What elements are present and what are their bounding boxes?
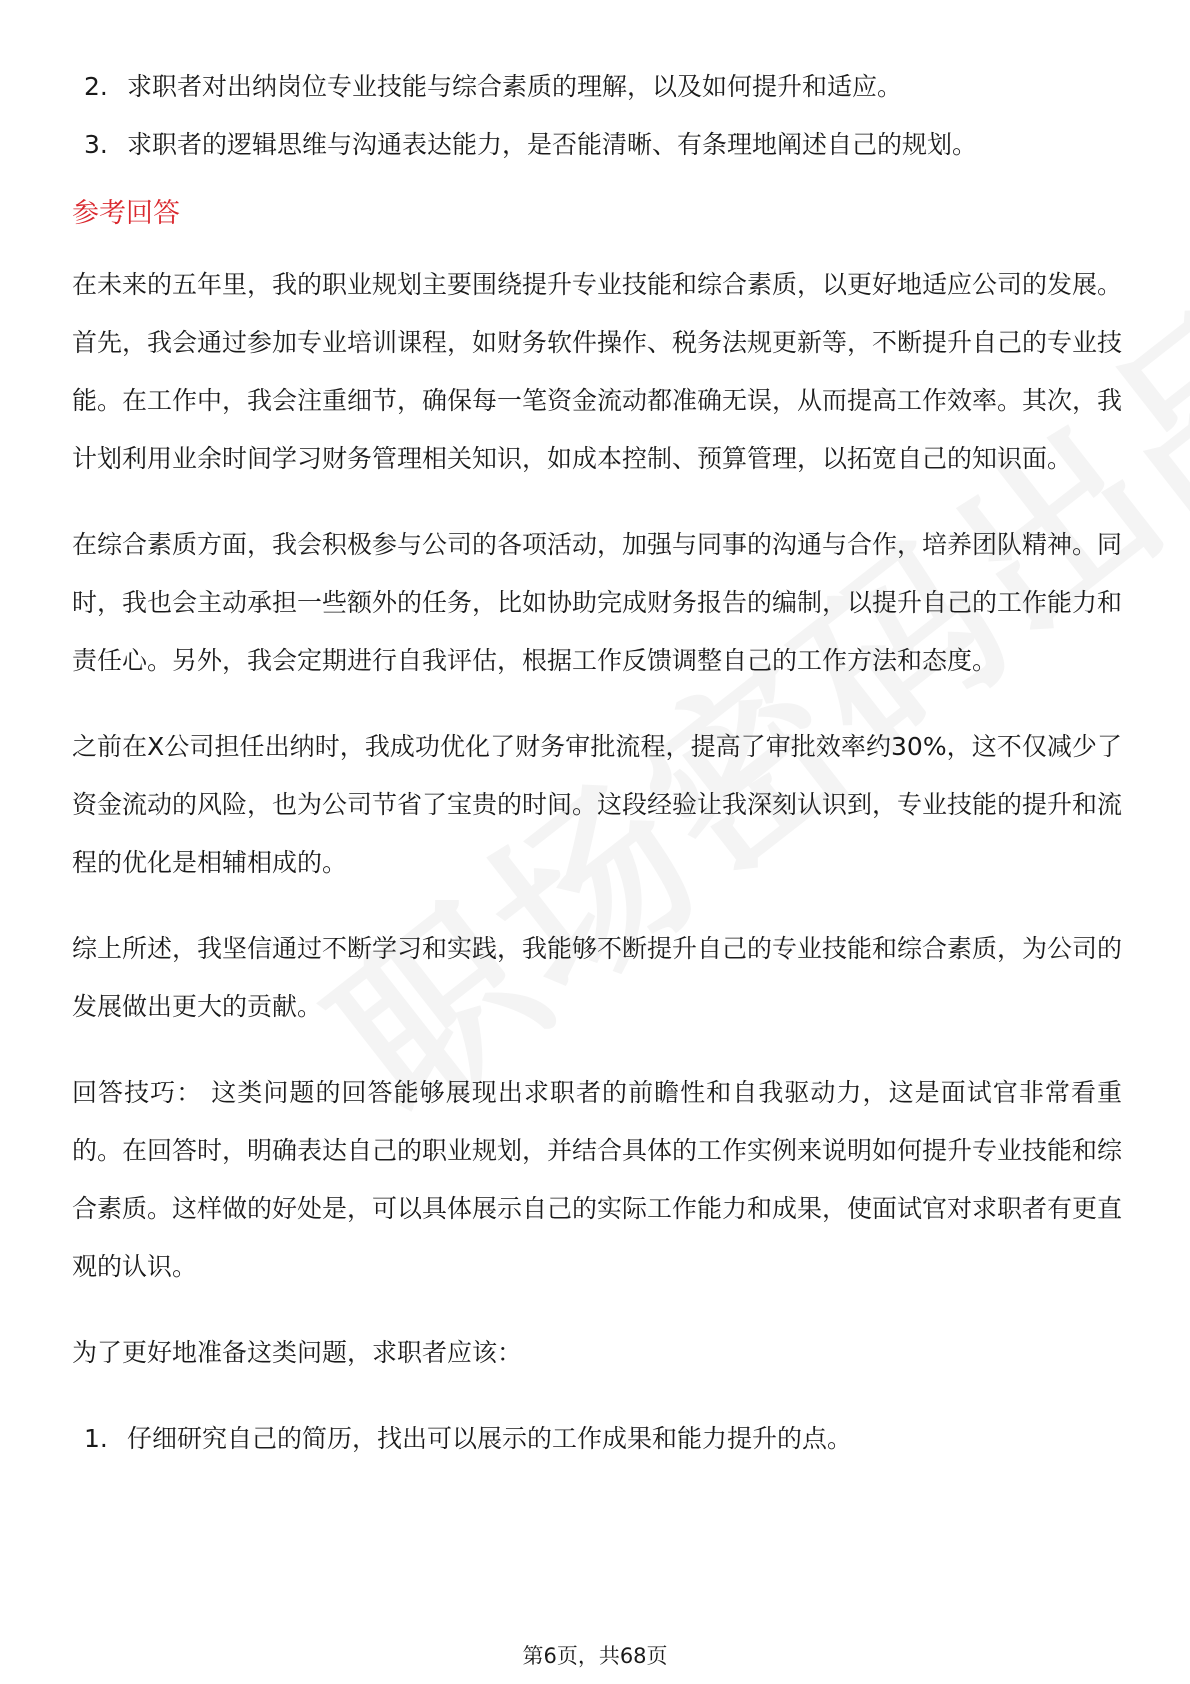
paragraph: 在综合素质方面，我会积极参与公司的各项活动，加强与同事的沟通与合作，培养团队精神。同时，我也会主动承担一些额外的任务，比如协助完成财务报告的编制，以提升自己的工作能力和责任心。另外，我会定期进行自我评估，根据工作反馈调整自己的工作方法和态度。 xyxy=(72,530,1123,675)
list-item-text: 求职者对出纳岗位专业技能与综合素质的理解，以及如何提升和适应。 xyxy=(127,72,903,101)
list-item xyxy=(72,1410,1122,1468)
list-item-text: 仔细研究自己的简历，找出可以展示的工作成果和能力提升的点。 xyxy=(127,1424,853,1453)
list-item xyxy=(72,116,1122,174)
paragraph: 综上所述，我坚信通过不断学习和实践，我能够不断提升自己的专业技能和综合素质，为公司的发展做出更大的贡献。 xyxy=(72,934,1123,1021)
list-item xyxy=(72,58,1122,116)
paragraph: 在未来的五年里，我的职业规划主要围绕提升专业技能和综合素质，以更好地适应公司的发展。首先，我会通过参加专业培训课程，如财务软件操作、税务法规更新等，不断提升自己的专业技能。在工作中，我会注重细节，确保每一笔资金流动都准确无误，从而提高工作效率。其次，我计划利用业余时间学习财务管理相关知识，如成本控制、预算管理，以拓宽自己的知识面。 xyxy=(72,270,1123,473)
list-item-text: 求职者的逻辑思维与沟通表达能力，是否能清晰、有条理地阐述自己的规划。 xyxy=(127,130,978,159)
section-title: 参考回答 xyxy=(72,198,180,229)
tips-list xyxy=(72,1410,1122,1468)
list-item-number: 2. xyxy=(84,72,108,101)
page-content xyxy=(72,58,1122,1468)
intro-points-list xyxy=(72,58,1122,174)
list-item-number: 3. xyxy=(84,130,108,159)
paragraph: 之前在X公司担任出纳时，我成功优化了财务审批流程，提高了审批效率约30%，这不仅减少了资金流动的风险，也为公司节省了宝贵的时间。这段经验让我深刻认识到，专业技能的提升和流程的优化是相辅相成的。 xyxy=(72,732,1123,877)
page-number-footer: 第6页，共68页 xyxy=(522,1644,668,1668)
paragraph: 为了更好地准备这类问题，求职者应该： xyxy=(72,1338,523,1367)
paragraph: 回答技巧： 这类问题的回答能够展现出求职者的前瞻性和自我驱动力，这是面试官非常看重的。在回答时，明确表达自己的职业规划，并结合具体的工作实例来说明如何提升专业技能和综合素质。这样做的好处是，可以具体展示自己的实际工作能力和成果，使面试官对求职者有更直观的认识。 xyxy=(72,1078,1123,1281)
list-item-number: 1. xyxy=(84,1424,108,1453)
